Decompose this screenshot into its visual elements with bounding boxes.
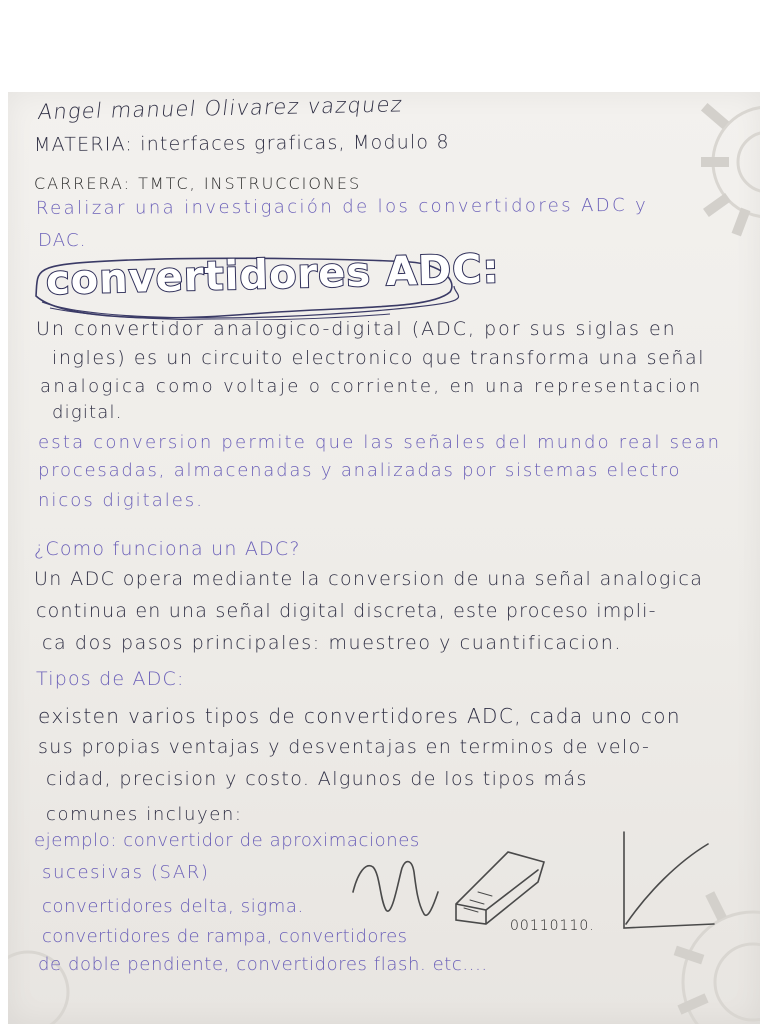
paragraph-2-line: procesadas, almacenadas y analizadas por sistemas electro [38, 460, 682, 481]
paragraph-3-line: Un ADC opera mediante la conversion de una señal analogica [34, 568, 704, 590]
paragraph-4-line: comunes incluyen: [46, 804, 243, 825]
notebook-page [8, 92, 760, 1024]
binary-output-label: 00110110. [510, 918, 595, 934]
paragraph-4-line: existen varios tipos de convertidores ADC, cada uno con [38, 704, 681, 728]
example-line: ejemplo: convertidor de aproximaciones [34, 830, 420, 851]
student-name: Angel manuel Olivarez vazquez [36, 92, 405, 125]
instruction-line-2: DAC. [38, 230, 87, 251]
instruction-line-1: Realizar una investigación de los convertidores ADC y [35, 194, 649, 219]
types-heading: Tipos de ADC: [36, 668, 185, 690]
paragraph-4-line: cidad, precision y costo. Algunos de los tipos más [46, 768, 588, 790]
paragraph-1-line: digital. [52, 402, 123, 423]
paragraph-1-line: Un convertidor analogico-digital (ADC, por sus siglas en [36, 318, 677, 340]
question-heading: ¿Como funciona un ADC? [34, 538, 301, 560]
paragraph-3-line: continua en una señal digital discreta, este proceso impli- [36, 600, 657, 622]
example-line: de doble pendiente, convertidores flash. etc.... [38, 954, 488, 975]
subject-line: MATERIA: interfaces graficas, Modulo 8 [33, 131, 450, 156]
paragraph-2-line: esta conversion permite que las señales del mundo real sean [38, 432, 722, 453]
section-heading [30, 246, 501, 320]
paragraph-2-line: nicos digitales. [38, 490, 204, 511]
paragraph-1-line: ingles) es un circuito electronico que transforma una señal [52, 347, 706, 369]
example-line: convertidores de rampa, convertidores [42, 926, 408, 947]
paragraph-1-line: analogica como voltaje o corriente, en una representacion [40, 376, 703, 397]
career-line: CARRERA: TMTC, INSTRUCCIONES [34, 174, 362, 193]
paragraph-3-line: ca dos pasos principales: muestreo y cuantificacion. [42, 632, 623, 654]
example-line: sucesivas (SAR) [42, 862, 210, 883]
paragraph-4-line: sus propias ventajas y desventajas en terminos de velo- [38, 736, 651, 758]
heading-title: convertidores ADC: [45, 246, 501, 304]
example-line: convertidores delta, sigma. [42, 896, 304, 917]
